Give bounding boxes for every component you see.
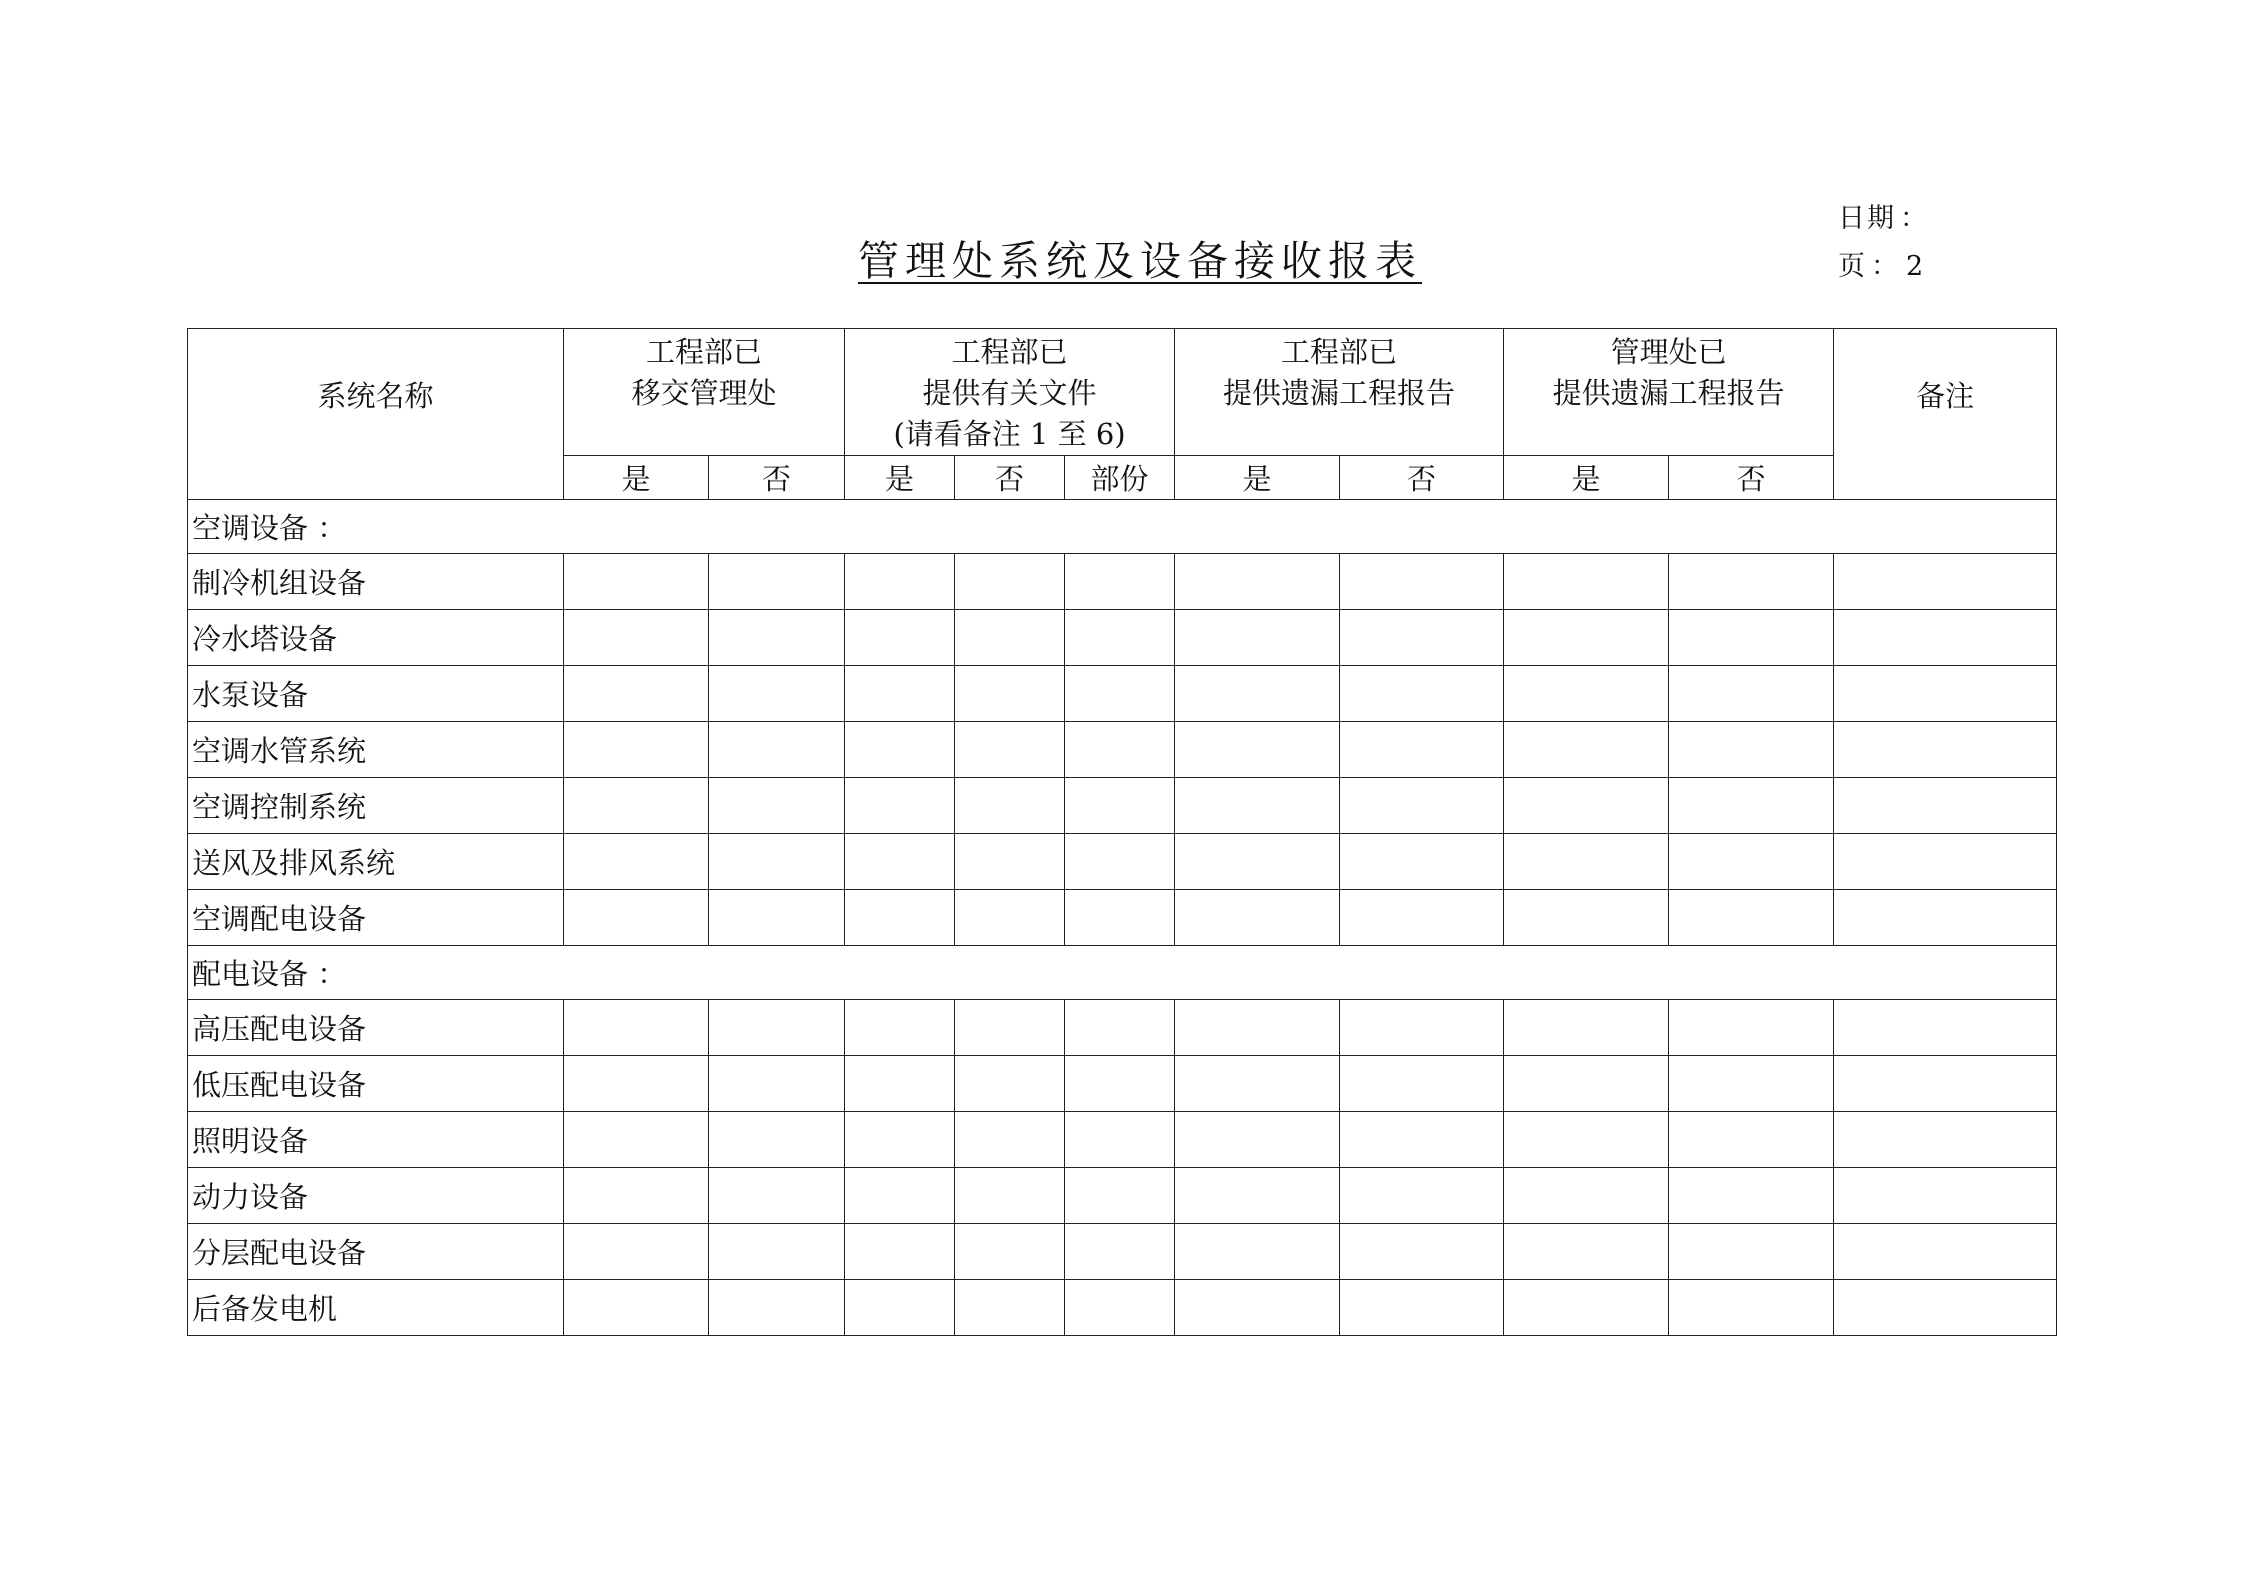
notes-cell[interactable] xyxy=(1834,1224,2057,1280)
check-cell[interactable] xyxy=(845,1168,955,1224)
check-cell[interactable] xyxy=(845,1112,955,1168)
check-cell[interactable] xyxy=(955,722,1065,778)
notes-cell[interactable] xyxy=(1834,554,2057,610)
check-cell[interactable] xyxy=(1175,1280,1340,1336)
check-cell[interactable] xyxy=(1175,1224,1340,1280)
check-cell[interactable] xyxy=(1065,666,1175,722)
system-name-cell: 后备发电机 xyxy=(188,1280,564,1336)
check-cell[interactable] xyxy=(1504,1280,1669,1336)
header-engineering-line1: 工程部已 xyxy=(1281,335,1398,369)
check-cell[interactable] xyxy=(709,1168,845,1224)
check-cell[interactable] xyxy=(845,1280,955,1336)
notes-cell[interactable] xyxy=(1834,778,2057,834)
check-cell[interactable] xyxy=(709,1224,845,1280)
check-cell[interactable] xyxy=(955,554,1065,610)
check-cell[interactable] xyxy=(564,722,709,778)
system-name-cell: 空调控制系统 xyxy=(188,778,564,834)
subheader-yes: 是 xyxy=(564,456,709,500)
check-cell[interactable] xyxy=(845,1056,955,1112)
subheader-yes: 是 xyxy=(1504,456,1669,500)
notes-cell[interactable] xyxy=(1834,1000,2057,1056)
header-management-omission-report xyxy=(1504,329,1834,456)
check-cell[interactable] xyxy=(1340,1112,1504,1168)
check-cell[interactable] xyxy=(1504,1224,1669,1280)
check-cell[interactable] xyxy=(709,1112,845,1168)
check-cell[interactable] xyxy=(1175,722,1340,778)
report-body xyxy=(188,500,2057,1336)
subheader-no: 否 xyxy=(709,456,845,500)
table-row xyxy=(188,1000,2057,1056)
check-cell[interactable] xyxy=(1504,666,1669,722)
check-cell[interactable] xyxy=(564,834,709,890)
check-cell[interactable] xyxy=(1669,778,1834,834)
page-label: 页 xyxy=(1838,251,1867,282)
page-title: 管理处系统及设备接收报表 xyxy=(858,237,1422,285)
check-cell[interactable] xyxy=(1504,554,1669,610)
check-cell[interactable] xyxy=(709,778,845,834)
check-cell[interactable] xyxy=(564,666,709,722)
check-cell[interactable] xyxy=(564,1224,709,1280)
header-management-line1: 管理处已 xyxy=(1610,335,1727,369)
table-row xyxy=(188,1056,2057,1112)
check-cell[interactable] xyxy=(1065,1280,1175,1336)
check-cell[interactable] xyxy=(845,1224,955,1280)
system-name-cell: 空调配电设备 xyxy=(188,890,564,946)
header-transferred-line2: 移交管理处 xyxy=(631,376,777,410)
check-cell[interactable] xyxy=(845,610,955,666)
check-cell[interactable] xyxy=(845,666,955,722)
check-cell[interactable] xyxy=(1504,722,1669,778)
system-name-cell: 水泵设备 xyxy=(188,666,564,722)
check-cell[interactable] xyxy=(1504,778,1669,834)
section-row xyxy=(188,500,2057,554)
notes-cell[interactable] xyxy=(1834,666,2057,722)
check-cell[interactable] xyxy=(1340,554,1504,610)
check-cell[interactable] xyxy=(564,1056,709,1112)
notes-cell[interactable] xyxy=(1834,1112,2057,1168)
check-cell[interactable] xyxy=(709,610,845,666)
check-cell[interactable] xyxy=(1669,890,1834,946)
check-cell[interactable] xyxy=(1065,834,1175,890)
notes-cell[interactable] xyxy=(1834,1280,2057,1336)
header-notes: 备注 xyxy=(1834,329,2057,500)
check-cell[interactable] xyxy=(1669,1056,1834,1112)
check-cell[interactable] xyxy=(1504,1112,1669,1168)
check-cell[interactable] xyxy=(1669,1280,1834,1336)
subheader-yes: 是 xyxy=(1175,456,1340,500)
table-row xyxy=(188,722,2057,778)
check-cell[interactable] xyxy=(955,1224,1065,1280)
check-cell[interactable] xyxy=(1065,1168,1175,1224)
check-cell[interactable] xyxy=(1340,1000,1504,1056)
section-title: 配电设备 ： xyxy=(188,946,2057,1000)
check-cell[interactable] xyxy=(1669,554,1834,610)
check-cell[interactable] xyxy=(1340,1056,1504,1112)
check-cell[interactable] xyxy=(564,610,709,666)
table-row xyxy=(188,1168,2057,1224)
notes-cell[interactable] xyxy=(1834,610,2057,666)
system-name-cell: 动力设备 xyxy=(188,1168,564,1224)
check-cell[interactable] xyxy=(845,834,955,890)
system-name-cell: 空调水管系统 xyxy=(188,722,564,778)
check-cell[interactable] xyxy=(955,610,1065,666)
table-row xyxy=(188,1280,2057,1336)
header-engineering-omission-report xyxy=(1175,329,1504,456)
header-system-name: 系统名称 xyxy=(188,329,564,500)
check-cell[interactable] xyxy=(955,1280,1065,1336)
check-cell[interactable] xyxy=(564,1280,709,1336)
acceptance-report-table xyxy=(187,328,2057,1336)
check-cell[interactable] xyxy=(564,1000,709,1056)
table-row xyxy=(188,1224,2057,1280)
notes-cell[interactable] xyxy=(1834,890,2057,946)
header-documents xyxy=(845,329,1175,456)
table-row xyxy=(188,1112,2057,1168)
date-label: 日期 xyxy=(1838,203,1896,234)
check-cell[interactable] xyxy=(845,890,955,946)
system-name-cell: 送风及排风系统 xyxy=(188,834,564,890)
notes-cell[interactable] xyxy=(1834,834,2057,890)
check-cell[interactable] xyxy=(1504,834,1669,890)
check-cell[interactable] xyxy=(564,778,709,834)
check-cell[interactable] xyxy=(845,554,955,610)
check-cell[interactable] xyxy=(845,778,955,834)
check-cell[interactable] xyxy=(564,554,709,610)
system-name-cell: 分层配电设备 xyxy=(188,1224,564,1280)
check-cell[interactable] xyxy=(1340,722,1504,778)
page-field xyxy=(1838,244,1925,283)
system-name-cell: 制冷机组设备 xyxy=(188,554,564,610)
table-row xyxy=(188,890,2057,946)
table-row xyxy=(188,666,2057,722)
check-cell[interactable] xyxy=(1504,1168,1669,1224)
check-cell[interactable] xyxy=(1175,1168,1340,1224)
notes-cell[interactable] xyxy=(1834,1056,2057,1112)
check-cell[interactable] xyxy=(1065,778,1175,834)
subheader-no: 否 xyxy=(1669,456,1834,500)
page-number: 2 xyxy=(1906,251,1926,282)
check-cell[interactable] xyxy=(1340,778,1504,834)
system-name-cell: 高压配电设备 xyxy=(188,1000,564,1056)
check-cell[interactable] xyxy=(1340,1224,1504,1280)
check-cell[interactable] xyxy=(1065,722,1175,778)
check-cell[interactable] xyxy=(1175,554,1340,610)
page-separator: ： xyxy=(1871,251,1900,282)
check-cell[interactable] xyxy=(1669,666,1834,722)
check-cell[interactable] xyxy=(709,834,845,890)
check-cell[interactable] xyxy=(564,890,709,946)
check-cell[interactable] xyxy=(1065,1112,1175,1168)
check-cell[interactable] xyxy=(1669,1000,1834,1056)
check-cell[interactable] xyxy=(564,1112,709,1168)
section-row xyxy=(188,946,2057,1000)
check-cell[interactable] xyxy=(955,834,1065,890)
check-cell[interactable] xyxy=(845,1000,955,1056)
check-cell[interactable] xyxy=(709,554,845,610)
check-cell[interactable] xyxy=(1175,890,1340,946)
check-cell[interactable] xyxy=(1669,610,1834,666)
check-cell[interactable] xyxy=(955,666,1065,722)
check-cell[interactable] xyxy=(955,778,1065,834)
notes-cell[interactable] xyxy=(1834,1168,2057,1224)
check-cell[interactable] xyxy=(1175,834,1340,890)
check-cell[interactable] xyxy=(1669,1224,1834,1280)
check-cell[interactable] xyxy=(709,1000,845,1056)
check-cell[interactable] xyxy=(1340,1168,1504,1224)
check-cell[interactable] xyxy=(1065,1224,1175,1280)
check-cell[interactable] xyxy=(955,1168,1065,1224)
system-name-cell: 冷水塔设备 xyxy=(188,610,564,666)
subheader-partial: 部份 xyxy=(1065,456,1175,500)
check-cell[interactable] xyxy=(564,1168,709,1224)
check-cell[interactable] xyxy=(1669,1112,1834,1168)
header-transferred xyxy=(564,329,845,456)
table-row xyxy=(188,834,2057,890)
header-row xyxy=(188,329,2057,456)
check-cell[interactable] xyxy=(709,1280,845,1336)
check-cell[interactable] xyxy=(1504,610,1669,666)
check-cell[interactable] xyxy=(709,666,845,722)
check-cell[interactable] xyxy=(1504,1056,1669,1112)
check-cell[interactable] xyxy=(709,890,845,946)
check-cell[interactable] xyxy=(1175,1000,1340,1056)
header-engineering-line2: 提供遗漏工程报告 xyxy=(1223,376,1456,410)
header-documents-line2: 提供有关文件 xyxy=(922,376,1097,410)
system-name-cell: 照明设备 xyxy=(188,1112,564,1168)
check-cell[interactable] xyxy=(709,1056,845,1112)
notes-cell[interactable] xyxy=(1834,722,2057,778)
check-cell[interactable] xyxy=(1340,610,1504,666)
date-separator: ： xyxy=(1900,203,1929,234)
header-transferred-line1: 工程部已 xyxy=(646,335,763,369)
check-cell[interactable] xyxy=(1065,890,1175,946)
check-cell[interactable] xyxy=(1175,1056,1340,1112)
table-row xyxy=(188,610,2057,666)
check-cell[interactable] xyxy=(1340,834,1504,890)
check-cell[interactable] xyxy=(1065,554,1175,610)
check-cell[interactable] xyxy=(1669,1168,1834,1224)
check-cell[interactable] xyxy=(1175,666,1340,722)
check-cell[interactable] xyxy=(1065,610,1175,666)
check-cell[interactable] xyxy=(1340,666,1504,722)
date-field xyxy=(1838,196,1935,235)
check-cell[interactable] xyxy=(709,722,845,778)
check-cell[interactable] xyxy=(1065,1000,1175,1056)
check-cell[interactable] xyxy=(1669,834,1834,890)
check-cell[interactable] xyxy=(1175,1112,1340,1168)
section-title: 空调设备 ： xyxy=(188,500,2057,554)
subheader-yes: 是 xyxy=(845,456,955,500)
check-cell[interactable] xyxy=(1504,890,1669,946)
subheader-no: 否 xyxy=(955,456,1065,500)
header-documents-line1: 工程部已 xyxy=(951,335,1068,369)
check-cell[interactable] xyxy=(1065,1056,1175,1112)
check-cell[interactable] xyxy=(955,1000,1065,1056)
header-management-line2: 提供遗漏工程报告 xyxy=(1552,376,1785,410)
table-row xyxy=(188,554,2057,610)
check-cell[interactable] xyxy=(1340,1280,1504,1336)
check-cell[interactable] xyxy=(955,890,1065,946)
check-cell[interactable] xyxy=(1175,778,1340,834)
check-cell[interactable] xyxy=(1175,610,1340,666)
system-name-cell: 低压配电设备 xyxy=(188,1056,564,1112)
table-row xyxy=(188,778,2057,834)
check-cell[interactable] xyxy=(955,1112,1065,1168)
header-documents-line3: (请看备注 1 至 6) xyxy=(893,417,1126,451)
subheader-no: 否 xyxy=(1340,456,1504,500)
check-cell[interactable] xyxy=(955,1056,1065,1112)
check-cell[interactable] xyxy=(845,722,955,778)
check-cell[interactable] xyxy=(1340,890,1504,946)
check-cell[interactable] xyxy=(1504,1000,1669,1056)
check-cell[interactable] xyxy=(1669,722,1834,778)
